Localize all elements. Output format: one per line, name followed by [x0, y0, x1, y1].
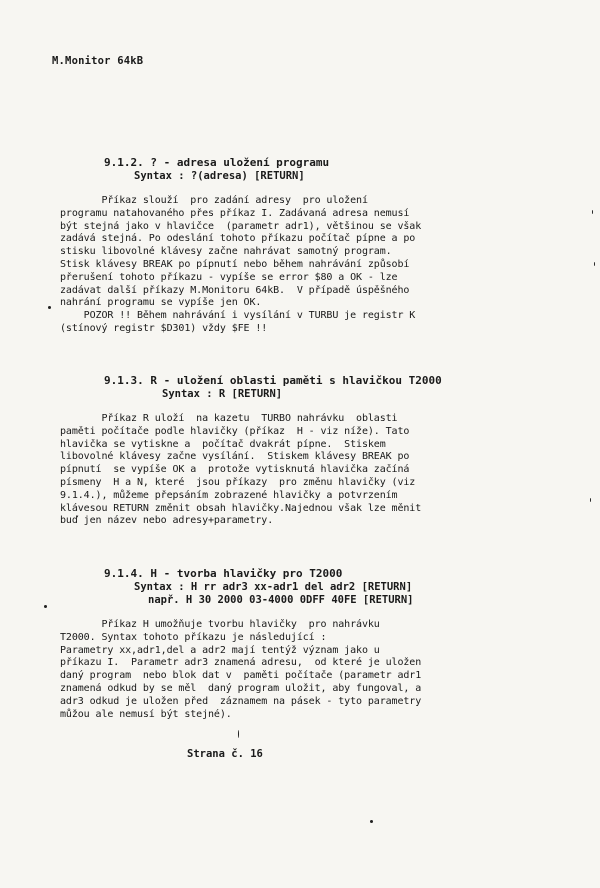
section-title: 9.1.2. ? - adresa uložení programu — [104, 156, 330, 169]
print-speck — [44, 605, 47, 608]
text-line: programu natahovaného přes příkaz I. Zadávaná adresa nemusí — [60, 207, 410, 219]
text-line: znamená odkud by se měl daný program uložit, aby fungoval, a — [60, 682, 422, 694]
text-line: zadává stejná. Po odeslání tohoto příkazu počítač pípne a po — [60, 233, 416, 245]
text-line: T2000. Syntax tohoto příkazu je následující : — [60, 631, 327, 643]
paragraph — [60, 619, 540, 721]
paragraph — [60, 195, 540, 310]
text-line: libovolné klávesy začne vysílání. Stiskem klávesy BREAK po — [60, 451, 410, 463]
text-line: 9.1.4.), můžeme přepsáním zobrazené hlavičky a potvrzením — [60, 489, 398, 501]
document-header: M.Monitor 64kB — [52, 55, 144, 67]
paragraph — [60, 413, 540, 528]
text-line: příkazu I. Parametr adr3 znamená adresu, od které je uložen — [60, 657, 422, 669]
print-speck — [592, 210, 593, 214]
text-line: nahrání programu se vypíše jen OK. — [60, 297, 262, 309]
text-line: Stisk klávesy BREAK po pípnutí nebo během nahrávání způsobí — [60, 258, 410, 270]
text-line: pípnutí se vypíše OK a protože vytisknutá hlavička začíná — [60, 464, 410, 476]
text-line: Příkaz slouží pro zadání adresy pro uložení — [60, 195, 368, 206]
text-line: hlavička se vytiskne a počítač dvakrát pípne. Stiskem — [60, 438, 386, 450]
print-speck — [594, 262, 595, 266]
section-9-1-2 — [60, 156, 540, 336]
text-line: paměti počítače podle hlavičky (příkaz H - viz níže). Tato — [60, 425, 410, 437]
text-line: zadávat další příkazy M.Monitoru 64kB. V případě úspěšného — [60, 284, 410, 296]
syntax-example: např. H 30 2000 03-4000 0DFF 40FE [RETURN] — [148, 594, 414, 606]
syntax-line: Syntax : ?(adresa) [RETURN] — [134, 170, 305, 182]
text-line: můžou ale nemusí být stejné). — [60, 708, 232, 720]
text-line: být stejná jako v hlavičce (parametr adr1), většinou se však — [60, 220, 422, 232]
section-9-1-3 — [60, 374, 540, 528]
paragraph — [60, 310, 540, 336]
text-line: daný program nebo blok dat v paměti počítače (parametr adr1 — [60, 670, 422, 682]
section-title: 9.1.3. R - uložení oblasti paměti s hlavičkou T2000 — [104, 374, 442, 387]
page-number: Strana č. 16 — [187, 748, 263, 760]
text-line: písmeny H a N, které jsou příkazy pro změnu hlavičky (viz — [60, 476, 416, 488]
print-speck — [370, 820, 373, 823]
text-line: buď jen název nebo adresy+parametry. — [60, 515, 274, 527]
print-speck — [590, 498, 591, 502]
section-9-1-4 — [60, 567, 540, 721]
text-line: stisku libovolné klávesy začne nahrávat samotný program. — [60, 246, 392, 258]
syntax-line: Syntax : R [RETURN] — [162, 388, 283, 400]
text-line: přerušení tohoto příkazu - vypíše se error $80 a OK - lze — [60, 271, 398, 283]
section-title: 9.1.4. H - tvorba hlavičky pro T2000 — [104, 567, 343, 580]
text-line: (stínový registr $D301) vždy $FE !! — [60, 322, 268, 334]
text-line: klávesou RETURN změnit obsah hlavičky.Najednou však lze měnit — [60, 502, 422, 514]
text-line: Příkaz R uloží na kazetu TURBO nahrávku oblasti — [60, 413, 398, 424]
syntax-line: Syntax : H rr adr3 xx-adr1 del adr2 [RETURN] — [134, 581, 413, 593]
text-line: POZOR !! Během nahrávání i vysílání v TURBU je registr K — [60, 310, 416, 322]
text-line: Příkaz H umožňuje tvorbu hlavičky pro nahrávku — [60, 619, 380, 630]
text-line: Parametry xx,adr1,del a adr2 mají tentýž význam jako u — [60, 644, 380, 656]
text-line: adr3 odkud je uložen před záznamem na pásek - tyto parametry — [60, 695, 422, 707]
print-speck — [238, 730, 239, 738]
print-speck — [48, 306, 51, 309]
